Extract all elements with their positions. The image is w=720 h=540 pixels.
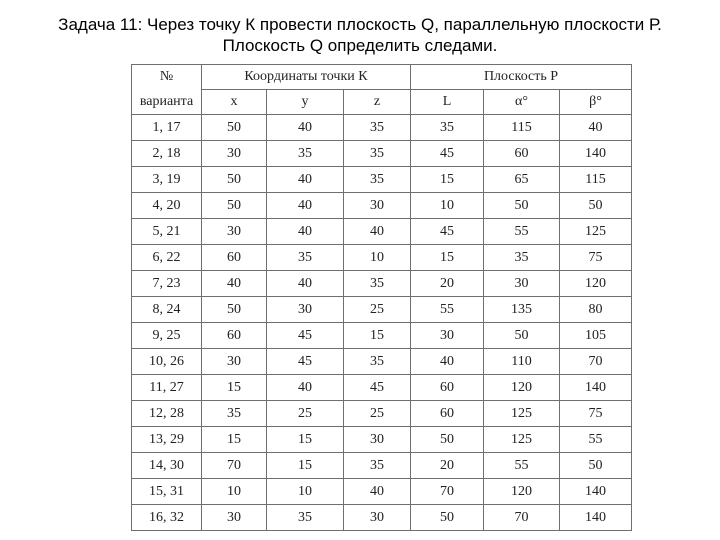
cell-alpha: 120 xyxy=(484,479,560,505)
cell-l: 45 xyxy=(411,141,484,167)
header-beta: β° xyxy=(560,90,632,115)
task-title xyxy=(0,14,720,56)
table-row xyxy=(132,141,632,167)
cell-x: 50 xyxy=(202,115,267,141)
cell-z: 35 xyxy=(344,115,411,141)
cell-l: 20 xyxy=(411,271,484,297)
header-y: y xyxy=(267,90,344,115)
cell-alpha: 30 xyxy=(484,271,560,297)
table-header-row-top xyxy=(132,65,632,90)
cell-l: 45 xyxy=(411,219,484,245)
cell-y: 35 xyxy=(267,141,344,167)
cell-z: 25 xyxy=(344,401,411,427)
cell-z: 30 xyxy=(344,193,411,219)
cell-l: 15 xyxy=(411,245,484,271)
cell-variant: 13, 29 xyxy=(132,427,202,453)
cell-beta: 140 xyxy=(560,479,632,505)
cell-beta: 140 xyxy=(560,505,632,531)
task-title-line-2: Плоскость Q определить следами. xyxy=(222,36,498,55)
cell-z: 45 xyxy=(344,375,411,401)
cell-alpha: 125 xyxy=(484,427,560,453)
cell-z: 35 xyxy=(344,453,411,479)
cell-variant: 7, 23 xyxy=(132,271,202,297)
table-row xyxy=(132,193,632,219)
cell-alpha: 125 xyxy=(484,401,560,427)
cell-beta: 105 xyxy=(560,323,632,349)
cell-alpha: 70 xyxy=(484,505,560,531)
variants-table xyxy=(131,64,632,531)
cell-z: 35 xyxy=(344,141,411,167)
cell-variant: 10, 26 xyxy=(132,349,202,375)
cell-beta: 125 xyxy=(560,219,632,245)
table-row xyxy=(132,297,632,323)
cell-y: 35 xyxy=(267,505,344,531)
cell-beta: 70 xyxy=(560,349,632,375)
table-row xyxy=(132,167,632,193)
header-l: L xyxy=(411,90,484,115)
table-row xyxy=(132,271,632,297)
header-x: x xyxy=(202,90,267,115)
cell-x: 60 xyxy=(202,245,267,271)
cell-variant: 12, 28 xyxy=(132,401,202,427)
cell-variant: 1, 17 xyxy=(132,115,202,141)
cell-y: 40 xyxy=(267,115,344,141)
cell-variant: 2, 18 xyxy=(132,141,202,167)
header-plane-p: Плоскость Р xyxy=(411,65,632,90)
cell-variant: 5, 21 xyxy=(132,219,202,245)
cell-z: 10 xyxy=(344,245,411,271)
cell-beta: 140 xyxy=(560,141,632,167)
cell-l: 60 xyxy=(411,375,484,401)
cell-l: 15 xyxy=(411,167,484,193)
cell-y: 40 xyxy=(267,271,344,297)
cell-y: 40 xyxy=(267,375,344,401)
cell-z: 35 xyxy=(344,167,411,193)
cell-x: 10 xyxy=(202,479,267,505)
cell-x: 50 xyxy=(202,167,267,193)
cell-beta: 55 xyxy=(560,427,632,453)
table-row xyxy=(132,479,632,505)
cell-beta: 75 xyxy=(560,401,632,427)
cell-alpha: 65 xyxy=(484,167,560,193)
table-row xyxy=(132,505,632,531)
cell-y: 15 xyxy=(267,427,344,453)
cell-variant: 15, 31 xyxy=(132,479,202,505)
cell-l: 20 xyxy=(411,453,484,479)
cell-z: 35 xyxy=(344,349,411,375)
cell-l: 60 xyxy=(411,401,484,427)
table-row xyxy=(132,219,632,245)
header-variant: варианта xyxy=(132,90,202,115)
cell-y: 30 xyxy=(267,297,344,323)
cell-alpha: 55 xyxy=(484,453,560,479)
cell-beta: 140 xyxy=(560,375,632,401)
cell-alpha: 35 xyxy=(484,245,560,271)
cell-alpha: 55 xyxy=(484,219,560,245)
cell-variant: 3, 19 xyxy=(132,167,202,193)
table-row xyxy=(132,401,632,427)
cell-beta: 75 xyxy=(560,245,632,271)
header-alpha: α° xyxy=(484,90,560,115)
cell-alpha: 110 xyxy=(484,349,560,375)
cell-variant: 11, 27 xyxy=(132,375,202,401)
cell-l: 40 xyxy=(411,349,484,375)
cell-z: 25 xyxy=(344,297,411,323)
table-header-row-sub xyxy=(132,90,632,115)
table-row xyxy=(132,245,632,271)
cell-x: 70 xyxy=(202,453,267,479)
cell-y: 10 xyxy=(267,479,344,505)
cell-alpha: 115 xyxy=(484,115,560,141)
cell-y: 40 xyxy=(267,193,344,219)
cell-x: 50 xyxy=(202,297,267,323)
cell-y: 45 xyxy=(267,349,344,375)
table-row xyxy=(132,427,632,453)
cell-l: 70 xyxy=(411,479,484,505)
cell-l: 10 xyxy=(411,193,484,219)
cell-alpha: 60 xyxy=(484,141,560,167)
header-number: № xyxy=(132,65,202,90)
cell-z: 15 xyxy=(344,323,411,349)
cell-x: 35 xyxy=(202,401,267,427)
cell-l: 55 xyxy=(411,297,484,323)
cell-beta: 50 xyxy=(560,453,632,479)
cell-z: 30 xyxy=(344,427,411,453)
task-title-line-1: Задача 11: Через точку К провести плоскость Q, параллельную плоскости Р. xyxy=(58,15,662,34)
cell-y: 40 xyxy=(267,167,344,193)
table-row xyxy=(132,349,632,375)
cell-x: 60 xyxy=(202,323,267,349)
cell-y: 45 xyxy=(267,323,344,349)
cell-l: 50 xyxy=(411,505,484,531)
cell-l: 35 xyxy=(411,115,484,141)
cell-l: 50 xyxy=(411,427,484,453)
cell-variant: 6, 22 xyxy=(132,245,202,271)
cell-y: 40 xyxy=(267,219,344,245)
cell-beta: 40 xyxy=(560,115,632,141)
cell-y: 35 xyxy=(267,245,344,271)
cell-x: 40 xyxy=(202,271,267,297)
cell-alpha: 50 xyxy=(484,323,560,349)
cell-variant: 16, 32 xyxy=(132,505,202,531)
cell-z: 35 xyxy=(344,271,411,297)
cell-beta: 120 xyxy=(560,271,632,297)
cell-variant: 14, 30 xyxy=(132,453,202,479)
table-row xyxy=(132,323,632,349)
cell-beta: 115 xyxy=(560,167,632,193)
header-z: z xyxy=(344,90,411,115)
cell-alpha: 50 xyxy=(484,193,560,219)
cell-x: 50 xyxy=(202,193,267,219)
cell-y: 15 xyxy=(267,453,344,479)
cell-x: 30 xyxy=(202,141,267,167)
cell-alpha: 120 xyxy=(484,375,560,401)
cell-z: 40 xyxy=(344,219,411,245)
cell-x: 30 xyxy=(202,505,267,531)
cell-l: 30 xyxy=(411,323,484,349)
cell-variant: 9, 25 xyxy=(132,323,202,349)
table-row xyxy=(132,375,632,401)
cell-x: 30 xyxy=(202,219,267,245)
cell-alpha: 135 xyxy=(484,297,560,323)
cell-z: 30 xyxy=(344,505,411,531)
table-body xyxy=(132,115,632,531)
cell-x: 15 xyxy=(202,375,267,401)
cell-y: 25 xyxy=(267,401,344,427)
table-row xyxy=(132,115,632,141)
table-row xyxy=(132,453,632,479)
cell-variant: 4, 20 xyxy=(132,193,202,219)
cell-x: 30 xyxy=(202,349,267,375)
cell-beta: 50 xyxy=(560,193,632,219)
cell-x: 15 xyxy=(202,427,267,453)
cell-variant: 8, 24 xyxy=(132,297,202,323)
header-point-coordinates: Координаты точки К xyxy=(202,65,411,90)
cell-z: 40 xyxy=(344,479,411,505)
cell-beta: 80 xyxy=(560,297,632,323)
